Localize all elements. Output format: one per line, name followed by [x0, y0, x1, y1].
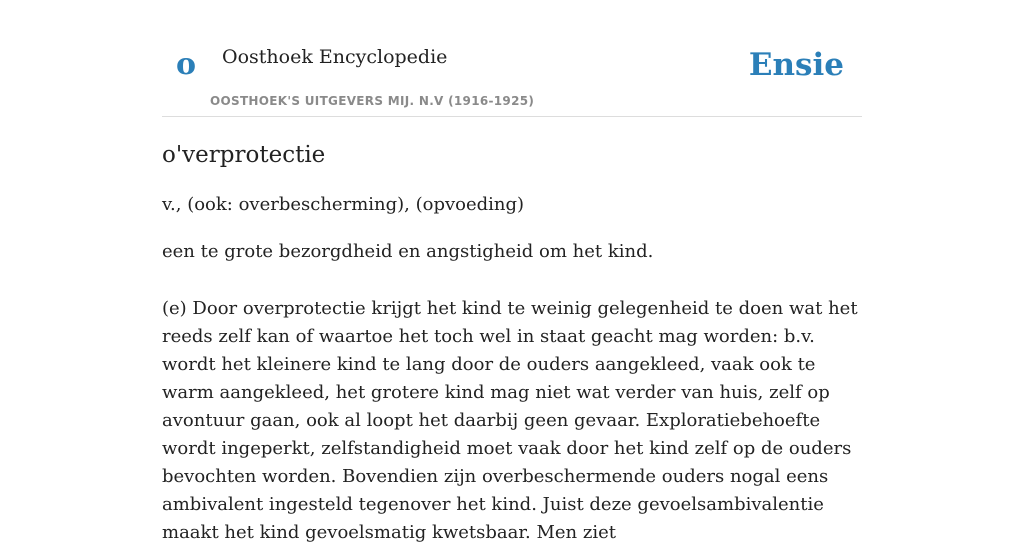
entry-content: [162, 116, 862, 547]
publication-title[interactable]: Oosthoek Encyclopedie: [222, 46, 448, 68]
ensie-logo-link[interactable]: Ensie: [748, 47, 844, 83]
publication-logo[interactable]: o: [176, 47, 197, 82]
entry-body: (e) Door overprotectie krijgt het kind te weinig gelegenheid te doen wat het reeds zelf kan of waartoe het toch wel in staat geacht mag worden: b.v. wordt het kleinere kind te lang door de ouders aangekleed, vaak ook te warm aangekleed, het grotere kind mag niet wat verder van huis, zelf op avontuur gaan, ook al loopt het daarbij geen gevaar. Exploratiebehoefte wordt ingeperkt, zelfstandigheid moet vaak door het kind zelf op de ouders bevochten worden. Bovendien zijn overbeschermende ouders nogal eens ambivalent ingesteld tegenover het kind. Juist deze gevoelsambivalentie maakt het kind gevoelsmatig kwetsbaar. Men ziet: [162, 298, 858, 543]
entry-title: o'verprotectie: [162, 142, 326, 168]
entry-grammar: v., (ook: overbescherming), (opvoeding): [162, 194, 525, 215]
publisher-name: OOSTHOEK'S UITGEVERS MIJ. N.V (1916-1925): [210, 94, 535, 108]
entry-definition: een te grote bezorgdheid en angstigheid om het kind.: [162, 241, 654, 262]
site-header: [162, 0, 862, 117]
